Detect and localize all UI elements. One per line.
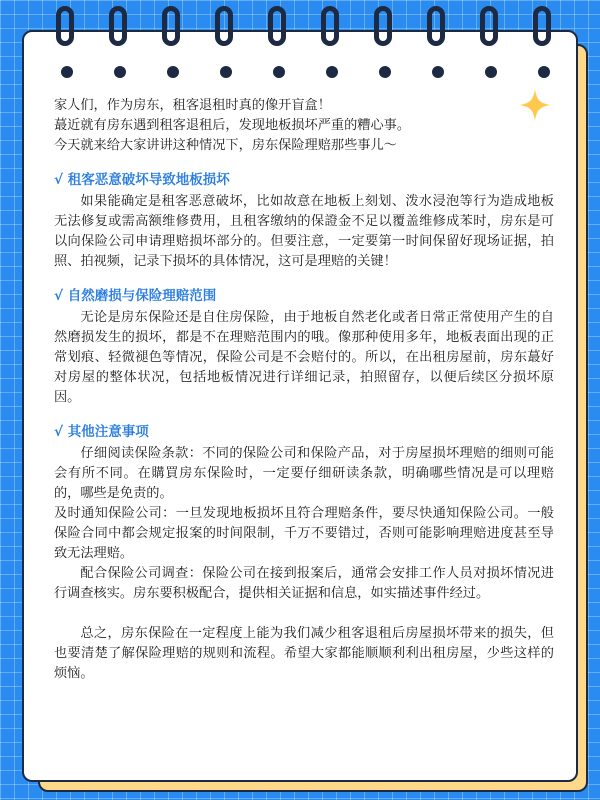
intro-line: 今天就来给大家讲讲这种情况下，房东保险理赔那些事儿～ xyxy=(54,138,397,153)
ring-hole-icon xyxy=(538,66,550,78)
spiral-ring-icon xyxy=(268,6,286,46)
intro-block xyxy=(54,96,554,156)
ring-hole-icon xyxy=(220,66,232,78)
ring-hole-icon xyxy=(379,66,391,78)
section-paragraph: 仔细阅读保险条款：不同的保险公司和保险产品，对于房屋损坏理赔的细则可能会有所不同。在購買房东保险时，一定要仔细研读条款，明确哪些情况是可以理赔的，哪些是免责的。 xyxy=(54,446,554,501)
spiral-ring-icon xyxy=(374,6,392,46)
section-heading: √ 其他注意事项 xyxy=(54,424,149,440)
article-body xyxy=(54,96,554,684)
spiral-ring-icon xyxy=(215,6,233,46)
ring-hole-icon xyxy=(167,66,179,78)
ring-hole-icon xyxy=(273,66,285,78)
intro-line: 蕞近就有房东遇到租客退租后，发现地板损坏严重的糟心事。 xyxy=(54,118,411,133)
spiral-ring-icon xyxy=(162,6,180,46)
ring-hole-icon xyxy=(61,66,73,78)
ring-hole-icon xyxy=(485,66,497,78)
section-other-notes xyxy=(54,422,554,604)
spiral-ring-icon xyxy=(321,6,339,46)
section-heading: √ 自然磨损与保险理赔范围 xyxy=(54,288,217,304)
spiral-ring-icon xyxy=(480,6,498,46)
spiral-ring-icon xyxy=(56,6,74,46)
section-paragraph: 及时通知保险公司：一旦发现地板损坏且符合理赔条件，要尽快通知保险公司。一般保险合同中都会规定报案的时间限制，千万不要错过，否则可能影响理赔进度甚至导致无法理赔。 xyxy=(54,506,554,561)
ring-hole-icon xyxy=(326,66,338,78)
spiral-ring-icon xyxy=(427,6,445,46)
spiral-ring-icon xyxy=(533,6,551,46)
conclusion-paragraph: 总之，房东保险在一定程度上能为我们减少租客退租后房屋损坏带来的损失，但也要清楚了解保险理赔的规则和流程。希望大家都能顺顺利利出租房屋，少些这样的烦恼。 xyxy=(54,626,554,681)
conclusion-block xyxy=(54,624,554,684)
section-paragraph: 配合保险公司调查：保险公司在接到报案后，通常会安排工作人员对损坏情况进行调查核实。房东要积极配合，提供相关证据和信息，如实描述事件经过。 xyxy=(54,566,554,601)
section-malicious-damage xyxy=(54,170,554,272)
spiral-ring-icon xyxy=(109,6,127,46)
section-paragraph: 如果能确定是租客恶意破坏，比如故意在地板上刻划、泼水浸泡等行为造成地板无法修复或需高额维修费用，且租客缴纳的保證金不足以覆盖维修成苯时，房东是可以向保险公司申请理赔损坏部分的。但要注意，一定要第一时间保留好现场证据，拍照、拍视频，记录下损坏的具体情况，这可是理赔的关键！ xyxy=(54,194,554,269)
section-heading: √ 租客恶意破坏导致地板损坏 xyxy=(54,172,230,188)
ring-hole-icon xyxy=(432,66,444,78)
intro-line: 家人们，作为房东，租客退租时真的像开盲盒！ xyxy=(54,98,331,113)
ring-hole-icon xyxy=(114,66,126,78)
section-paragraph: 无论是房东保险还是自住房保险，由于地板自然老化或者日常正常使用产生的自然磨损发生的损坏，都是不在理赔范围内的哦。像那种使用多年，地板表面出现的正常划痕、轻微褪色等情况，保险公司是不会赔付的。所以，在出租房屋前，房东蕞好对房屋的整体状况，包括地板情况进行详细记录，拍照留存，以便后续区分损坏原因。 xyxy=(54,310,554,405)
section-natural-wear xyxy=(54,286,554,408)
